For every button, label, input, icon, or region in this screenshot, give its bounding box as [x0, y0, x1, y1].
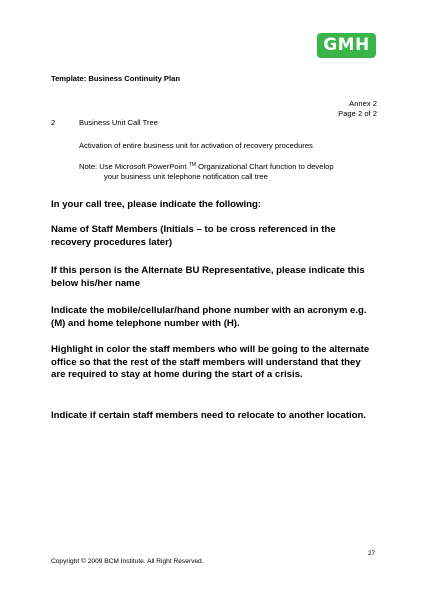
- template-title: Template: Business Continuity Plan: [51, 74, 180, 83]
- page-of-pages: Page 2 of 2: [338, 108, 377, 118]
- copyright-notice: Copyright © 2009 BCM Institute. All Right Reserved.: [51, 558, 204, 565]
- note-prefix: Note: Use Microsoft PowerPoint: [79, 162, 189, 171]
- activation-text: Activation of entire business unit for activation of recovery procedures: [79, 141, 313, 150]
- trademark-mark: TM: [188, 162, 196, 168]
- note-text: [79, 160, 334, 182]
- instruction-phone-numbers: Indicate the mobile/cellular/hand phone number with an acronym e.g. (M) and home telephone number with (H).: [51, 305, 367, 329]
- section-title: Business Unit Call Tree: [79, 118, 158, 127]
- section-number: 2: [51, 118, 56, 127]
- instruction-staff-names: Name of Staff Members (Initials – to be cross referenced in the recovery procedures later): [51, 224, 336, 248]
- note-line-2: your business unit telephone notification call tree: [104, 172, 268, 181]
- note-line-1: [79, 160, 334, 172]
- note-suffix: Organizational Chart function to develop: [195, 162, 334, 171]
- annex-label: [338, 99, 377, 118]
- page-number: 27: [368, 550, 376, 557]
- instruction-alternate-rep: If this person is the Alternate BU Representative, please indicate this below his/her name: [51, 265, 365, 289]
- annex-number: Annex 2: [349, 99, 377, 108]
- instruction-highlight: Highlight in color the staff members who will be going to the alternate office so that the rest of the staff members will understand that they are required to stay at home during the start of a crisis.: [51, 344, 370, 380]
- instruction-relocate: Indicate if certain staff members need to relocate to another location.: [51, 410, 367, 421]
- instruction-heading: In your call tree, please indicate the following:: [51, 199, 262, 210]
- gmh-logo: GMH: [317, 33, 376, 58]
